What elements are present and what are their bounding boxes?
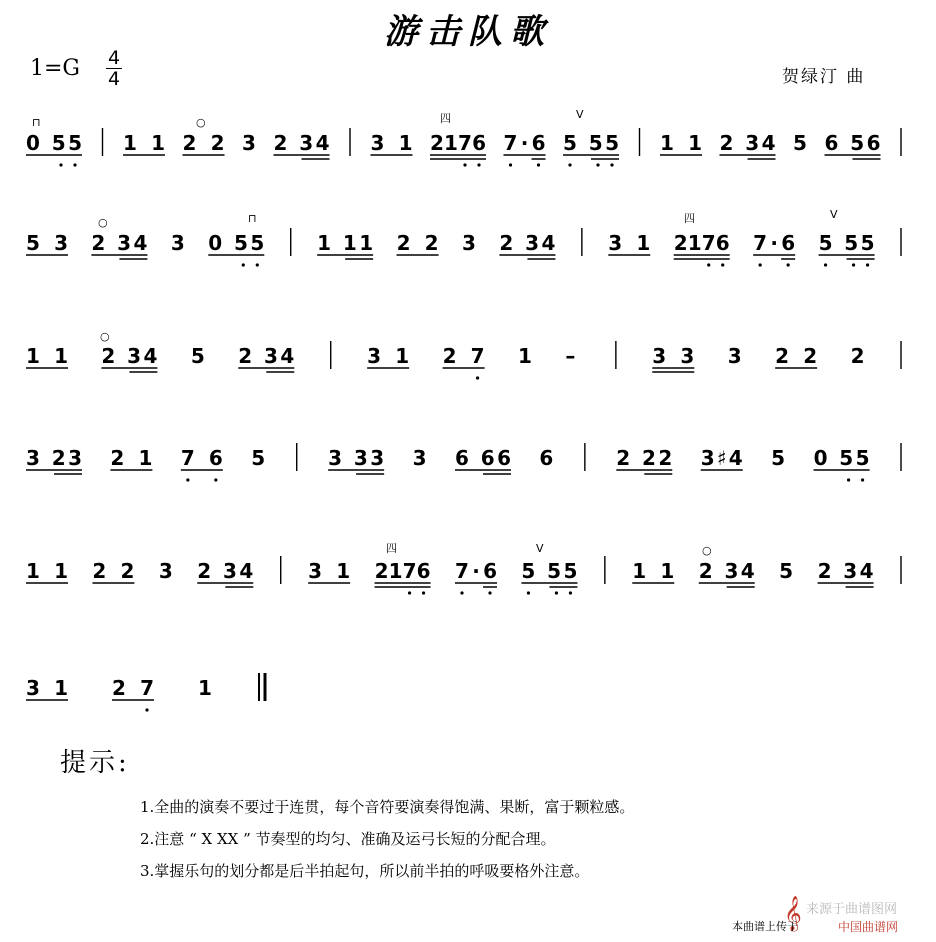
note-group: 3 <box>462 231 476 255</box>
note-group: 1 1 <box>26 559 68 583</box>
low-octave-dot <box>463 163 466 166</box>
bowing-mark: 四 <box>386 542 397 555</box>
note-group: 2 34 <box>238 344 295 368</box>
note-group: 2 34 <box>817 559 874 583</box>
note-group: 2 2 <box>182 131 225 155</box>
low-octave-dot <box>59 163 62 166</box>
low-octave-dot <box>408 591 411 594</box>
low-octave-dot <box>555 591 558 594</box>
low-octave-dot <box>73 163 76 166</box>
bowing-mark: ○ <box>702 544 712 557</box>
note-group: 3 3 <box>652 344 695 368</box>
composer: 贺绿汀 曲 <box>782 67 866 87</box>
low-octave-dot <box>824 263 827 266</box>
song-title: 游击队歌 <box>384 12 552 52</box>
note-group: 3♯4 <box>700 446 743 470</box>
note-group: 3 <box>158 559 173 583</box>
note-group: 2 1 <box>110 446 153 470</box>
low-octave-dot <box>596 163 599 166</box>
note-group: 1 1 <box>660 131 702 155</box>
low-octave-dot <box>759 263 762 266</box>
note-group: 5 55 <box>521 559 578 583</box>
note-group: 5 <box>793 131 807 155</box>
note-group: 5 55 <box>563 131 619 155</box>
note-group: 3 33 <box>328 446 385 470</box>
low-octave-dot <box>186 478 189 481</box>
note-group: 2176 <box>673 231 730 255</box>
note-group: 2176 <box>430 131 486 155</box>
tip-1: 1.全曲的演奏不要过于连贯，每个音符要演奏得饱满、果断，富于颗粒感。 <box>140 798 635 816</box>
note-group: 2 34 <box>698 559 755 583</box>
note-group: 2 34 <box>101 344 158 368</box>
low-octave-dot <box>852 263 855 266</box>
bowing-mark: ⊓ <box>32 116 41 129</box>
note-group: – <box>565 344 576 368</box>
note-group: 3 1 <box>608 231 651 255</box>
key-signature: 1=G <box>30 56 81 81</box>
low-octave-dot <box>721 263 724 266</box>
low-octave-dot <box>610 163 613 166</box>
bowing-mark: 四 <box>440 112 451 125</box>
low-octave-dot <box>488 591 491 594</box>
bowing-mark: ○ <box>100 330 110 343</box>
note-group: 2 2 <box>396 231 439 255</box>
watermark-brand: 中国曲谱网 <box>838 920 899 934</box>
low-octave-dot <box>476 376 479 379</box>
note-group: 3 23 <box>26 446 82 470</box>
low-octave-dot <box>527 591 530 594</box>
time-signature-bottom: 4 <box>107 68 121 90</box>
note-group: 5 <box>251 446 266 470</box>
note-group: 3 <box>412 446 427 470</box>
note-group: 5 3 <box>26 231 68 255</box>
bowing-mark: 四 <box>684 212 695 225</box>
bowing-mark: ○ <box>98 216 108 229</box>
note-group: 5 55 <box>818 231 875 255</box>
note-group: 0 55 <box>208 231 265 255</box>
note-group: 7·6 <box>753 231 796 255</box>
low-octave-dot <box>256 263 259 266</box>
note-group: 1 <box>198 676 212 700</box>
note-group: 7·6 <box>455 559 497 583</box>
low-octave-dot <box>568 163 571 166</box>
low-octave-dot <box>866 263 869 266</box>
note-group: 1 1 <box>632 559 675 583</box>
low-octave-dot <box>214 478 217 481</box>
note-group: 6 56 <box>824 131 881 155</box>
bowing-mark: ⊓ <box>248 212 257 225</box>
bowing-mark: ○ <box>196 116 206 129</box>
low-octave-dot <box>847 478 850 481</box>
bowing-mark: V <box>576 108 584 121</box>
note-group: 2 34 <box>273 131 330 155</box>
note-group: 2 7 <box>442 344 485 368</box>
watermark: 来源于曲谱图网 <box>806 902 898 917</box>
bowing-mark: V <box>536 542 544 555</box>
note-group: 2 34 <box>499 231 556 255</box>
note-group: 7·6 <box>503 131 546 155</box>
footer-text: 本曲谱上传于 <box>732 920 798 933</box>
low-octave-dot <box>861 478 864 481</box>
note-group: 6 <box>539 446 554 470</box>
note-group: 2 34 <box>719 131 776 155</box>
note-group: 6 66 <box>455 446 511 470</box>
note-group: 0 55 <box>26 131 82 155</box>
note-group: 2 22 <box>616 446 673 470</box>
bowing-mark: V <box>830 208 838 221</box>
low-octave-dot <box>787 263 790 266</box>
note-group: 3 1 <box>26 676 68 700</box>
note-group: 3 1 <box>370 131 413 155</box>
tip-3: 3.掌握乐句的划分都是后半拍起句，所以前半拍的呼吸要格外注意。 <box>140 862 590 880</box>
low-octave-dot <box>569 591 572 594</box>
low-octave-dot <box>477 163 480 166</box>
note-group: 3 <box>242 131 256 155</box>
note-group: 0 55 <box>813 446 870 470</box>
note-group: 2 34 <box>91 231 148 255</box>
low-octave-dot <box>422 591 425 594</box>
treble-clef-icon: 𝄞 <box>784 896 802 931</box>
note-group: 3 <box>170 231 185 255</box>
note-group: 7 6 <box>180 446 223 470</box>
note-group: 3 <box>727 344 742 368</box>
note-group: 1 <box>518 344 532 368</box>
note-group: 5 <box>190 344 205 368</box>
low-octave-dot <box>242 263 245 266</box>
low-octave-dot <box>707 263 710 266</box>
note-group: 2 <box>850 344 865 368</box>
note-group: 2176 <box>374 559 431 583</box>
hint-label: 提示: <box>60 748 130 778</box>
low-octave-dot <box>509 163 512 166</box>
note-group: 2 34 <box>197 559 254 583</box>
time-signature-top: 4 <box>107 47 121 69</box>
note-group: 1 11 <box>317 231 374 255</box>
note-group: 1 1 <box>26 344 68 368</box>
note-group: 1 1 <box>123 131 165 155</box>
note-group: 3 1 <box>308 559 351 583</box>
low-octave-dot <box>460 591 463 594</box>
note-group: 2 2 <box>775 344 818 368</box>
tip-2: 2.注意 “ X XX ” 节奏型的均匀、准确及运弓长短的分配合理。 <box>140 830 556 848</box>
low-octave-dot <box>145 708 148 711</box>
low-octave-dot <box>537 163 540 166</box>
note-group: 3 1 <box>367 344 410 368</box>
note-group: 2 2 <box>92 559 135 583</box>
note-group: 5 <box>771 446 786 470</box>
note-group: 2 7 <box>112 676 154 700</box>
note-group: 5 <box>779 559 794 583</box>
